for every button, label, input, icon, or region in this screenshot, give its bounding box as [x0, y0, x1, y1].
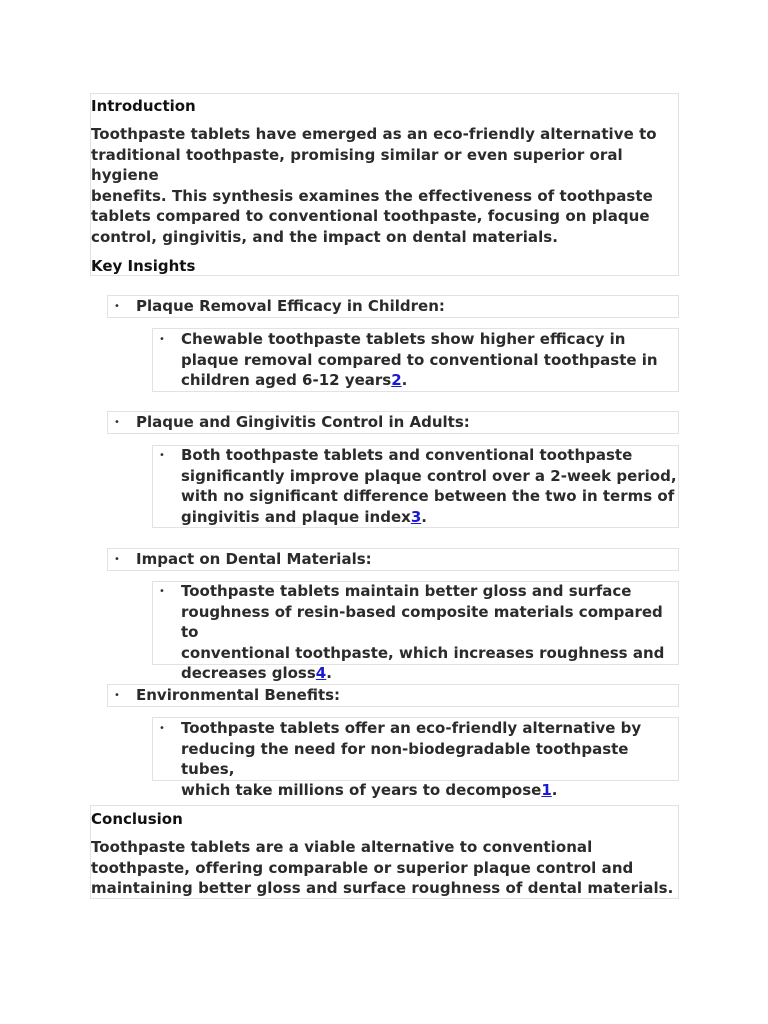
- reference-punctuation: .: [551, 780, 558, 799]
- key-insights-heading: Key Insights: [91, 257, 196, 275]
- insight-title: Plaque Removal Efficacy in Children:: [136, 297, 445, 315]
- insight-title: Plaque and Gingivitis Control in Adults:: [136, 413, 470, 431]
- bullet-icon: •: [114, 301, 120, 312]
- introduction-heading: Introduction: [91, 97, 196, 115]
- insight-detail: [181, 718, 681, 800]
- conclusion-paragraph: [91, 837, 691, 899]
- insight-detail-line: plaque removal compared to conventional toothpaste in: [181, 350, 658, 369]
- insight-detail-line: [181, 663, 681, 684]
- reference-punctuation: .: [401, 371, 408, 390]
- insight-detail-line: with no significant difference between the two in terms of: [181, 487, 675, 506]
- insight-detail-line: significantly improve plaque control over a 2-week period,: [181, 466, 677, 485]
- conclusion-line: Toothpaste tablets are a viable alternative to conventional: [91, 838, 593, 856]
- bullet-icon: •: [114, 690, 120, 701]
- bullet-icon: •: [159, 586, 165, 597]
- bullet-icon: •: [114, 554, 120, 565]
- insight-detail-text: which take millions of years to decompose: [181, 780, 542, 799]
- bullet-icon: •: [159, 723, 165, 734]
- introduction-line: Toothpaste tablets have emerged as an eco-friendly alternative to: [91, 125, 657, 143]
- introduction-line: traditional toothpaste, promising similar or even superior oral hygiene: [91, 145, 623, 185]
- insight-detail-line: [181, 370, 681, 391]
- reference-punctuation: .: [421, 507, 427, 526]
- insight-detail: [181, 581, 681, 684]
- reference-link[interactable]: 3: [410, 507, 422, 526]
- conclusion-line: toothpaste, offering comparable or superior plaque control and: [91, 858, 634, 877]
- introduction-line: tablets compared to conventional toothpaste, focusing on plaque: [91, 207, 650, 226]
- insight-detail-text: children aged 6-12 years: [181, 371, 392, 390]
- bullet-icon: •: [114, 417, 120, 428]
- introduction-line: control, gingivitis, and the impact on dental materials.: [91, 227, 559, 246]
- insight-detail-line: Chewable toothpaste tablets show higher efficacy in: [181, 330, 626, 348]
- insight-detail-line: conventional toothpaste, which increases roughness and: [181, 643, 665, 662]
- insight-title: Impact on Dental Materials:: [136, 550, 372, 568]
- insight-detail-text: gingivitis and plaque index: [181, 507, 411, 526]
- reference-link[interactable]: 4: [315, 664, 327, 683]
- introduction-paragraph: [91, 124, 691, 248]
- bullet-icon: •: [159, 450, 165, 461]
- insight-detail-line: reducing the need for non-biodegradable toothpaste tubes,: [181, 739, 629, 779]
- insight-detail-line: roughness of resin-based composite materials compared to: [181, 602, 663, 642]
- reference-link[interactable]: 2: [391, 371, 402, 390]
- insight-detail: [181, 329, 681, 391]
- bullet-icon: •: [159, 334, 165, 345]
- insight-title: Environmental Benefits:: [136, 686, 341, 704]
- insight-detail-line: Both toothpaste tablets and conventional toothpaste: [181, 446, 633, 464]
- insight-detail-line: [181, 507, 681, 528]
- introduction-line: benefits. This synthesis examines the effectiveness of toothpaste: [91, 186, 653, 205]
- insight-detail-line: Toothpaste tablets maintain better gloss and surface: [181, 582, 632, 600]
- conclusion-line: maintaining better gloss and surface roughness of dental materials.: [91, 879, 674, 898]
- insight-detail-line: Toothpaste tablets offer an eco-friendly alternative by: [181, 719, 642, 737]
- reference-punctuation: .: [326, 664, 332, 683]
- insight-detail-line: [181, 780, 681, 801]
- conclusion-heading: Conclusion: [91, 810, 183, 828]
- reference-link[interactable]: 1: [541, 780, 552, 799]
- insight-detail-text: decreases gloss: [181, 664, 316, 683]
- insight-detail: [181, 445, 681, 527]
